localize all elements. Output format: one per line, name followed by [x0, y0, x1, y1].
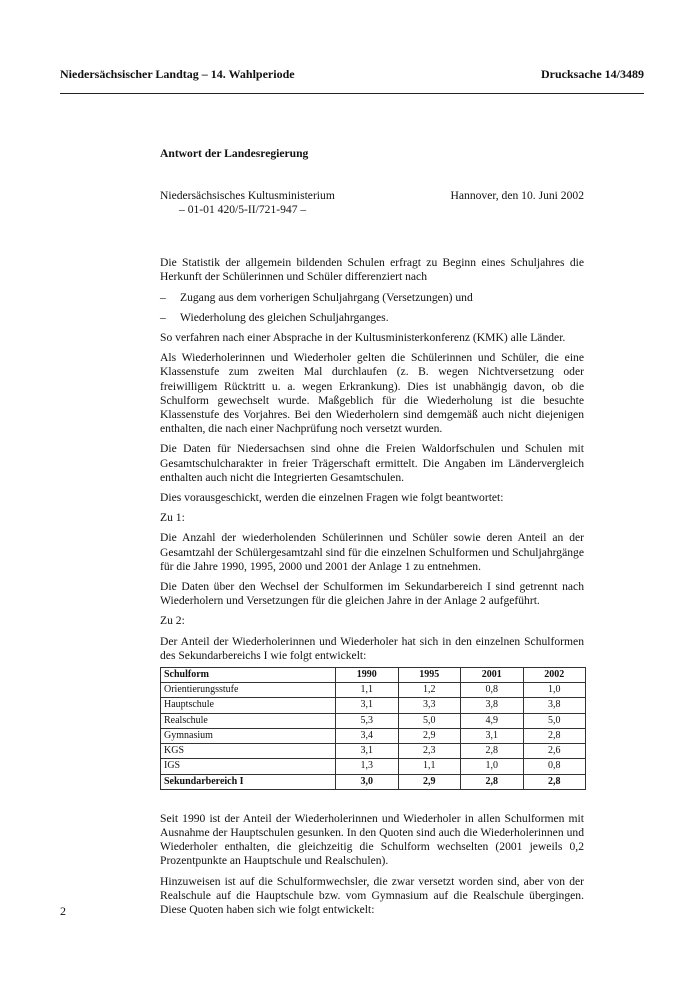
table-cell: 2,9 [398, 774, 461, 789]
table-header-row [161, 668, 586, 683]
table-total-row [161, 774, 586, 789]
table-cell: 5,3 [336, 713, 399, 728]
paragraph-trend: Seit 1990 ist der Anteil der Wiederholerinnen und Wiederholer in allen Schulformen mit Ausnahme der Hauptschulen gesunken. In den Quoten sind auch die Wiederholerinnen und Wiederholer enthalten, die gleichzeitig die Schulform wechselten (2001 jeweils 0,2 Prozentpunkte an Hauptschule und Realschulen). [160, 811, 584, 868]
table-cell: Hauptschule [161, 698, 336, 713]
paragraph-data-scope: Die Daten für Niedersachsen sind ohne die Freien Waldorfschulen und Schulen mit Gesamtschulcharakter in freier Trägerschaft ermittelt. Die Angaben im Ländervergleich enthalten auch nicht die Integrierten Gesamtschulen. [160, 442, 584, 484]
document-title: Antwort der Landesregierung [160, 147, 309, 160]
table-cell: Orientierungsstufe [161, 683, 336, 698]
list-item [160, 291, 584, 305]
table-cell: 3,1 [461, 728, 524, 743]
table-row [161, 698, 586, 713]
list-item-text: Zugang aus dem vorherigen Schuljahrgang (Versetzungen) und [180, 290, 473, 304]
paragraph-answer-2: Der Anteil der Wiederholerinnen und Wiederholer hat sich in den einzelnen Schulformen des Sekundarbereichs I wie folgt entwickelt: [160, 634, 584, 662]
column-header: 2002 [523, 668, 586, 683]
reference-number: – 01-01 420/5-II/721-947 – [179, 203, 307, 217]
table-cell: KGS [161, 744, 336, 759]
table-row [161, 759, 586, 774]
table-cell: 1,1 [398, 759, 461, 774]
header-rule [60, 93, 644, 94]
page-header [60, 67, 644, 83]
table-cell: 3,1 [336, 744, 399, 759]
repeater-rate-table [160, 667, 586, 790]
dash-marker: – [160, 290, 166, 304]
table-row [161, 713, 586, 728]
table-cell: 4,9 [461, 713, 524, 728]
table-cell: 1,2 [398, 683, 461, 698]
header-parliament: Niedersächsischer Landtag – 14. Wahlperiode [60, 67, 295, 81]
table-cell: 2,8 [523, 728, 586, 743]
table-cell: 5,0 [523, 713, 586, 728]
list-item [160, 311, 584, 325]
table-cell: IGS [161, 759, 336, 774]
column-header: Schulform [161, 668, 336, 683]
paragraph-preface: Dies vorausgeschickt, werden die einzelnen Fragen wie folgt beantwortet: [160, 491, 504, 505]
table-cell: 2,9 [398, 728, 461, 743]
table-cell: Realschule [161, 713, 336, 728]
paragraph-definition: Als Wiederholerinnen und Wiederholer gelten die Schülerinnen und Schüler, die eine Klassenstufe zum zweiten Mal durchlaufen (z. B. wegen Nichtversetzung oder freiwilligem Rücktritt u. a. wegen Erkrankung). Dies ist unabhängig davon, ob die Schulform gewechselt wurde. Maßgeblich für die Wiederholung ist die besuchte Klassenstufe des Vorjahres. Bei den Wiederholern sind demgemäß auch nicht diejenigen enthalten, die nach einer Nachprüfung noch versetzt wurden. [160, 351, 584, 436]
table-cell: 1,3 [336, 759, 399, 774]
header-document-number: Drucksache 14/3489 [541, 67, 644, 81]
heading-answer-1: Zu 1: [160, 511, 185, 525]
table-cell: 3,1 [336, 698, 399, 713]
paragraph-school-change: Hinzuweisen ist auf die Schulformwechsler, die zwar versetzt worden sind, aber von der Realschule auf die Hauptschule bzw. vom Gymnasium auf die Realschule übergingen. Diese Quoten haben sich wie folgt entwickelt: [160, 874, 584, 916]
paragraph-statistics: Die Statistik der allgemein bildenden Schulen erfragt zu Beginn eines Schuljahres die Herkunft der Schülerinnen und Schüler differenziert nach [160, 256, 584, 284]
table-cell: 2,3 [398, 744, 461, 759]
heading-answer-2: Zu 2: [160, 614, 185, 628]
table-cell: 2,6 [523, 744, 586, 759]
table-cell: 1,0 [523, 683, 586, 698]
ministry-name: Niedersächsisches Kultusministerium [160, 189, 335, 203]
page-number: 2 [60, 904, 66, 918]
table-cell: Sekundarbereich I [161, 774, 336, 789]
column-header: 1990 [336, 668, 399, 683]
table-row [161, 728, 586, 743]
table-cell: 3,8 [461, 698, 524, 713]
place-date: Hannover, den 10. Juni 2002 [450, 189, 584, 203]
table-cell: 3,8 [523, 698, 586, 713]
table-cell: 0,8 [523, 759, 586, 774]
table-cell: 3,3 [398, 698, 461, 713]
table-cell: 2,8 [461, 774, 524, 789]
table-cell: 3,4 [336, 728, 399, 743]
paragraph-kmk: So verfahren nach einer Absprache in der Kultusministerkonferenz (KMK) alle Länder. [160, 331, 566, 345]
table-cell: 3,0 [336, 774, 399, 789]
list-item-text: Wiederholung des gleichen Schuljahrganges. [180, 310, 389, 324]
table-cell: 5,0 [398, 713, 461, 728]
table-row [161, 683, 586, 698]
table-row [161, 744, 586, 759]
paragraph-answer-1a: Die Anzahl der wiederholenden Schülerinnen und Schüler sowie deren Anteil an der Gesamtzahl der Schülergesamtzahl sind für die einzelnen Schulformen und Schuljahrgänge für die Jahre 1990, 1995, 2000 und 2001 der Anlage 1 zu entnehmen. [160, 531, 584, 573]
table-cell: 1,0 [461, 759, 524, 774]
column-header: 1995 [398, 668, 461, 683]
paragraph-answer-1b: Die Daten über den Wechsel der Schulformen im Sekundarbereich I sind getrennt nach Wiederholern und Versetzungen für die gleichen Jahre in der Anlage 2 aufgeführt. [160, 580, 584, 608]
table-cell: Gymnasium [161, 728, 336, 743]
table-cell: 1,1 [336, 683, 399, 698]
table-cell: 2,8 [461, 744, 524, 759]
dash-marker: – [160, 310, 166, 324]
document-body [160, 147, 584, 923]
column-header: 2001 [461, 668, 524, 683]
table-cell: 0,8 [461, 683, 524, 698]
address-block [160, 189, 584, 219]
table-cell: 2,8 [523, 774, 586, 789]
